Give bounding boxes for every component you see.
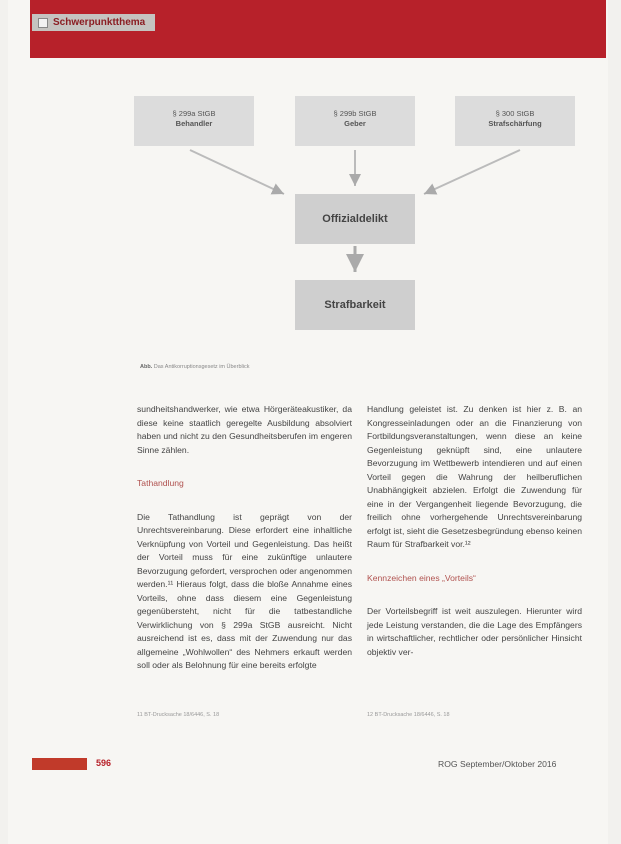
footnote-11: 11 BT-Drucksache 18/6446, S. 18 <box>137 712 220 718</box>
journal-issue: ROG September/Oktober 2016 <box>438 759 557 769</box>
subhead-tathandlung: Tathandlung <box>137 478 184 488</box>
overview-diagram <box>0 0 621 380</box>
right-column <box>367 403 582 659</box>
offizialdelikt-label: Offizialdelikt <box>322 213 388 225</box>
subhead-vorteil: Kennzeichen eines „Vorteils“ <box>367 572 476 583</box>
right-para-1: Handlung geleistet ist. Zu denken ist hier z. B. an Kongresseinladungen oder an die Finanzierung von Fortbildungsveranstaltungen, wenn diese an keine Gegenleistung geknüpft sind, eine unlautere Bevorzugung im Wettbewerb intendieren und auf einen Vorteil gegen die Wahrung der heilberuflichen Unabhängigkeit abzielen. Erfolgt die Zuwendung für eine in der Vergangenheit liegende Bevorzugung, die freilich ohne vorhergehende Unrechtsvereinbarung erfolgt ist, sieht die Gesetzesbegründung ebenso keinen Raum für Strafbarkeit vor.¹² <box>367 404 582 549</box>
box-299b <box>295 96 415 146</box>
page-number: 596 <box>96 758 112 768</box>
box-299b-label: Geber <box>344 119 366 128</box>
figure-caption <box>140 364 249 370</box>
box-299a <box>134 96 254 146</box>
box-300 <box>455 96 575 146</box>
caption-prefix: Abb. <box>140 364 153 370</box>
box-300-law: § 300 StGB <box>495 109 535 118</box>
caption-text: Das Antikorruptionsgesetz im Überblick <box>153 364 250 370</box>
footnote-12: 12 BT-Drucksache 18/6446, S. 18 <box>367 712 450 718</box>
section-label: Schwerpunktthema <box>53 17 146 28</box>
box-299a-law: § 299a StGB <box>172 109 216 118</box>
arrow-right <box>424 150 520 194</box>
footer-bar <box>32 758 87 770</box>
box-offizialdelikt <box>295 194 415 244</box>
left-column <box>137 403 352 673</box>
left-para-1: sundheitshandwerker, wie etwa Hörgeräteakustiker, da diese keine staatlich geregelte Ausbildung absolviert haben und nicht zu den Gesundheitsberufen im engeren Sinne zählen. <box>137 404 352 455</box>
strafbarkeit-label: Strafbarkeit <box>324 299 386 311</box>
left-para-2: Die Tathandlung ist geprägt von der Unrechtsvereinbarung. Diese erfordert eine inhaltliche Verknüpfung von Vorteil und Gegenleistung. Das heißt der Vorteil muss für eine zukünftige unlautere Bevorzugung gefordert, versprochen oder angenommen werden.¹¹ Hieraus folgt, dass die bloße Annahme eines Vorteils, ohne dass diesem eine Gegenleistung gegenübersteht, nicht für die tatbestandliche Verwirklichung von § 299a StGB ausreicht. Nicht ausreichend ist es, dass mit der Zuwendung nur das allgemeine „Wohlwollen“ des Nehmers erkauft werden soll oder als Belohnung für eine bereits erfolgte <box>137 511 352 670</box>
box-299a-label: Behandler <box>175 119 213 128</box>
arrow-left <box>190 150 284 194</box>
box-strafbarkeit <box>295 280 415 330</box>
box-300-label: Strafschärfung <box>488 119 542 128</box>
box-299b-law: § 299b StGB <box>333 109 377 118</box>
right-para-2: Der Vorteilsbegriff ist weit auszulegen. Hierunter wird jede Leistung verstanden, die die Lage des Empfängers in wirtschaftlicher, rechtlicher oder persönlicher Hinsicht objektiv ver- <box>367 606 582 657</box>
